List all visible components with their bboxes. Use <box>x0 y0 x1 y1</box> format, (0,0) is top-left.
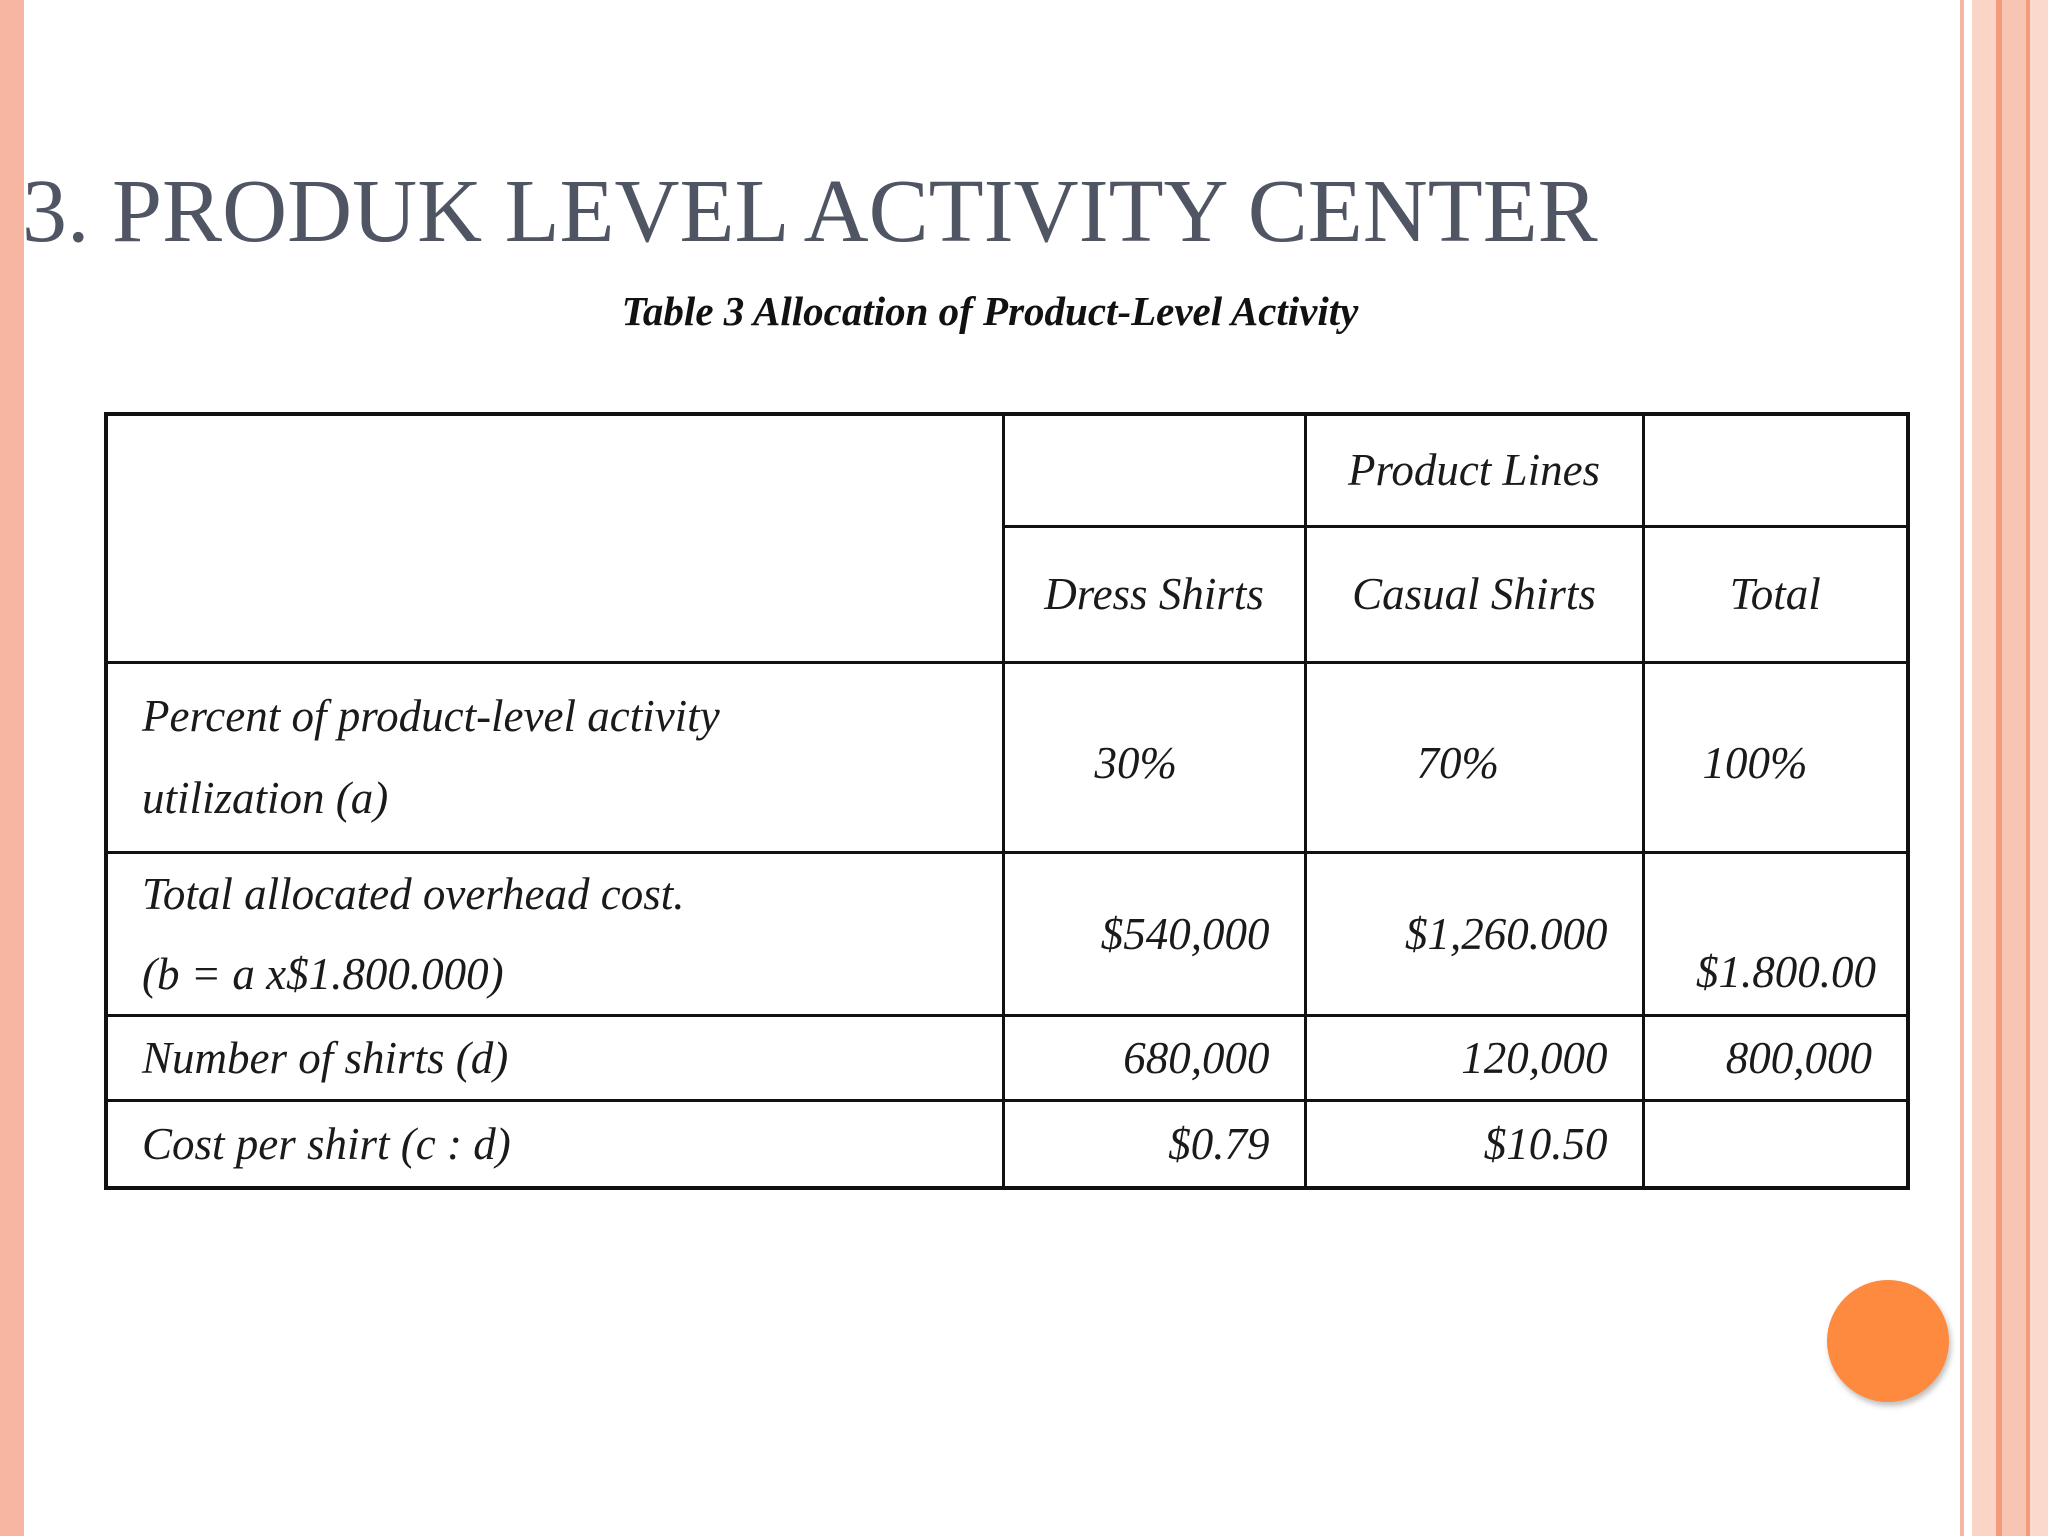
cell-percent-casual: 70% <box>1305 662 1643 852</box>
row-label-line: (b = a x$1.800.000) <box>142 948 504 999</box>
header-row-group <box>106 414 1908 526</box>
cell-overhead-casual: $1,260.000 <box>1305 852 1643 1015</box>
table-row-cost-per-shirt <box>106 1100 1908 1188</box>
column-header-dress-shirts: Dress Shirts <box>1003 526 1305 662</box>
product-lines-header: Product Lines <box>1305 414 1643 526</box>
orange-circle-decoration <box>1827 1280 1949 1402</box>
allocation-table <box>104 412 1910 1190</box>
table-row-overhead <box>106 852 1908 1015</box>
row-label-line: Total allocated overhead cost. <box>142 868 685 919</box>
cell-shirts-total: 800,000 <box>1643 1015 1908 1100</box>
cell-cost-total <box>1643 1100 1908 1188</box>
cell-cost-casual: $10.50 <box>1305 1100 1643 1188</box>
cell-cost-dress: $0.79 <box>1003 1100 1305 1188</box>
row-label-line: utilization (a) <box>142 773 389 823</box>
row-label-shirts: Number of shirts (d) <box>106 1015 1003 1100</box>
cell-percent-dress: 30% <box>1003 662 1305 852</box>
empty-header-cell <box>1643 414 1908 526</box>
cell-shirts-dress: 680,000 <box>1003 1015 1305 1100</box>
column-header-total: Total <box>1643 526 1908 662</box>
cell-shirts-casual: 120,000 <box>1305 1015 1643 1100</box>
left-decor-stripe <box>0 0 24 1536</box>
row-label-overhead <box>106 852 1003 1015</box>
column-header-casual-shirts: Casual Shirts <box>1305 526 1643 662</box>
cell-percent-total: 100% <box>1643 662 1908 852</box>
empty-corner-cell <box>106 414 1003 662</box>
table-row-shirts <box>106 1015 1908 1100</box>
right-decor-stripes <box>1956 0 2048 1536</box>
row-label-cost-per-shirt: Cost per shirt (c : d) <box>106 1100 1003 1188</box>
table-caption: Table 3 Allocation of Product-Level Activity <box>621 288 1359 334</box>
cell-overhead-total: $1.800.00 <box>1643 852 1908 1015</box>
empty-header-cell <box>1003 414 1305 526</box>
table-row-percent <box>106 662 1908 852</box>
row-label-line: Percent of product-level activity <box>142 691 720 741</box>
cell-overhead-dress: $540,000 <box>1003 852 1305 1015</box>
slide-title: 3. PRODUK LEVEL ACTIVITY CENTER <box>22 162 1598 261</box>
row-label-percent <box>106 662 1003 852</box>
